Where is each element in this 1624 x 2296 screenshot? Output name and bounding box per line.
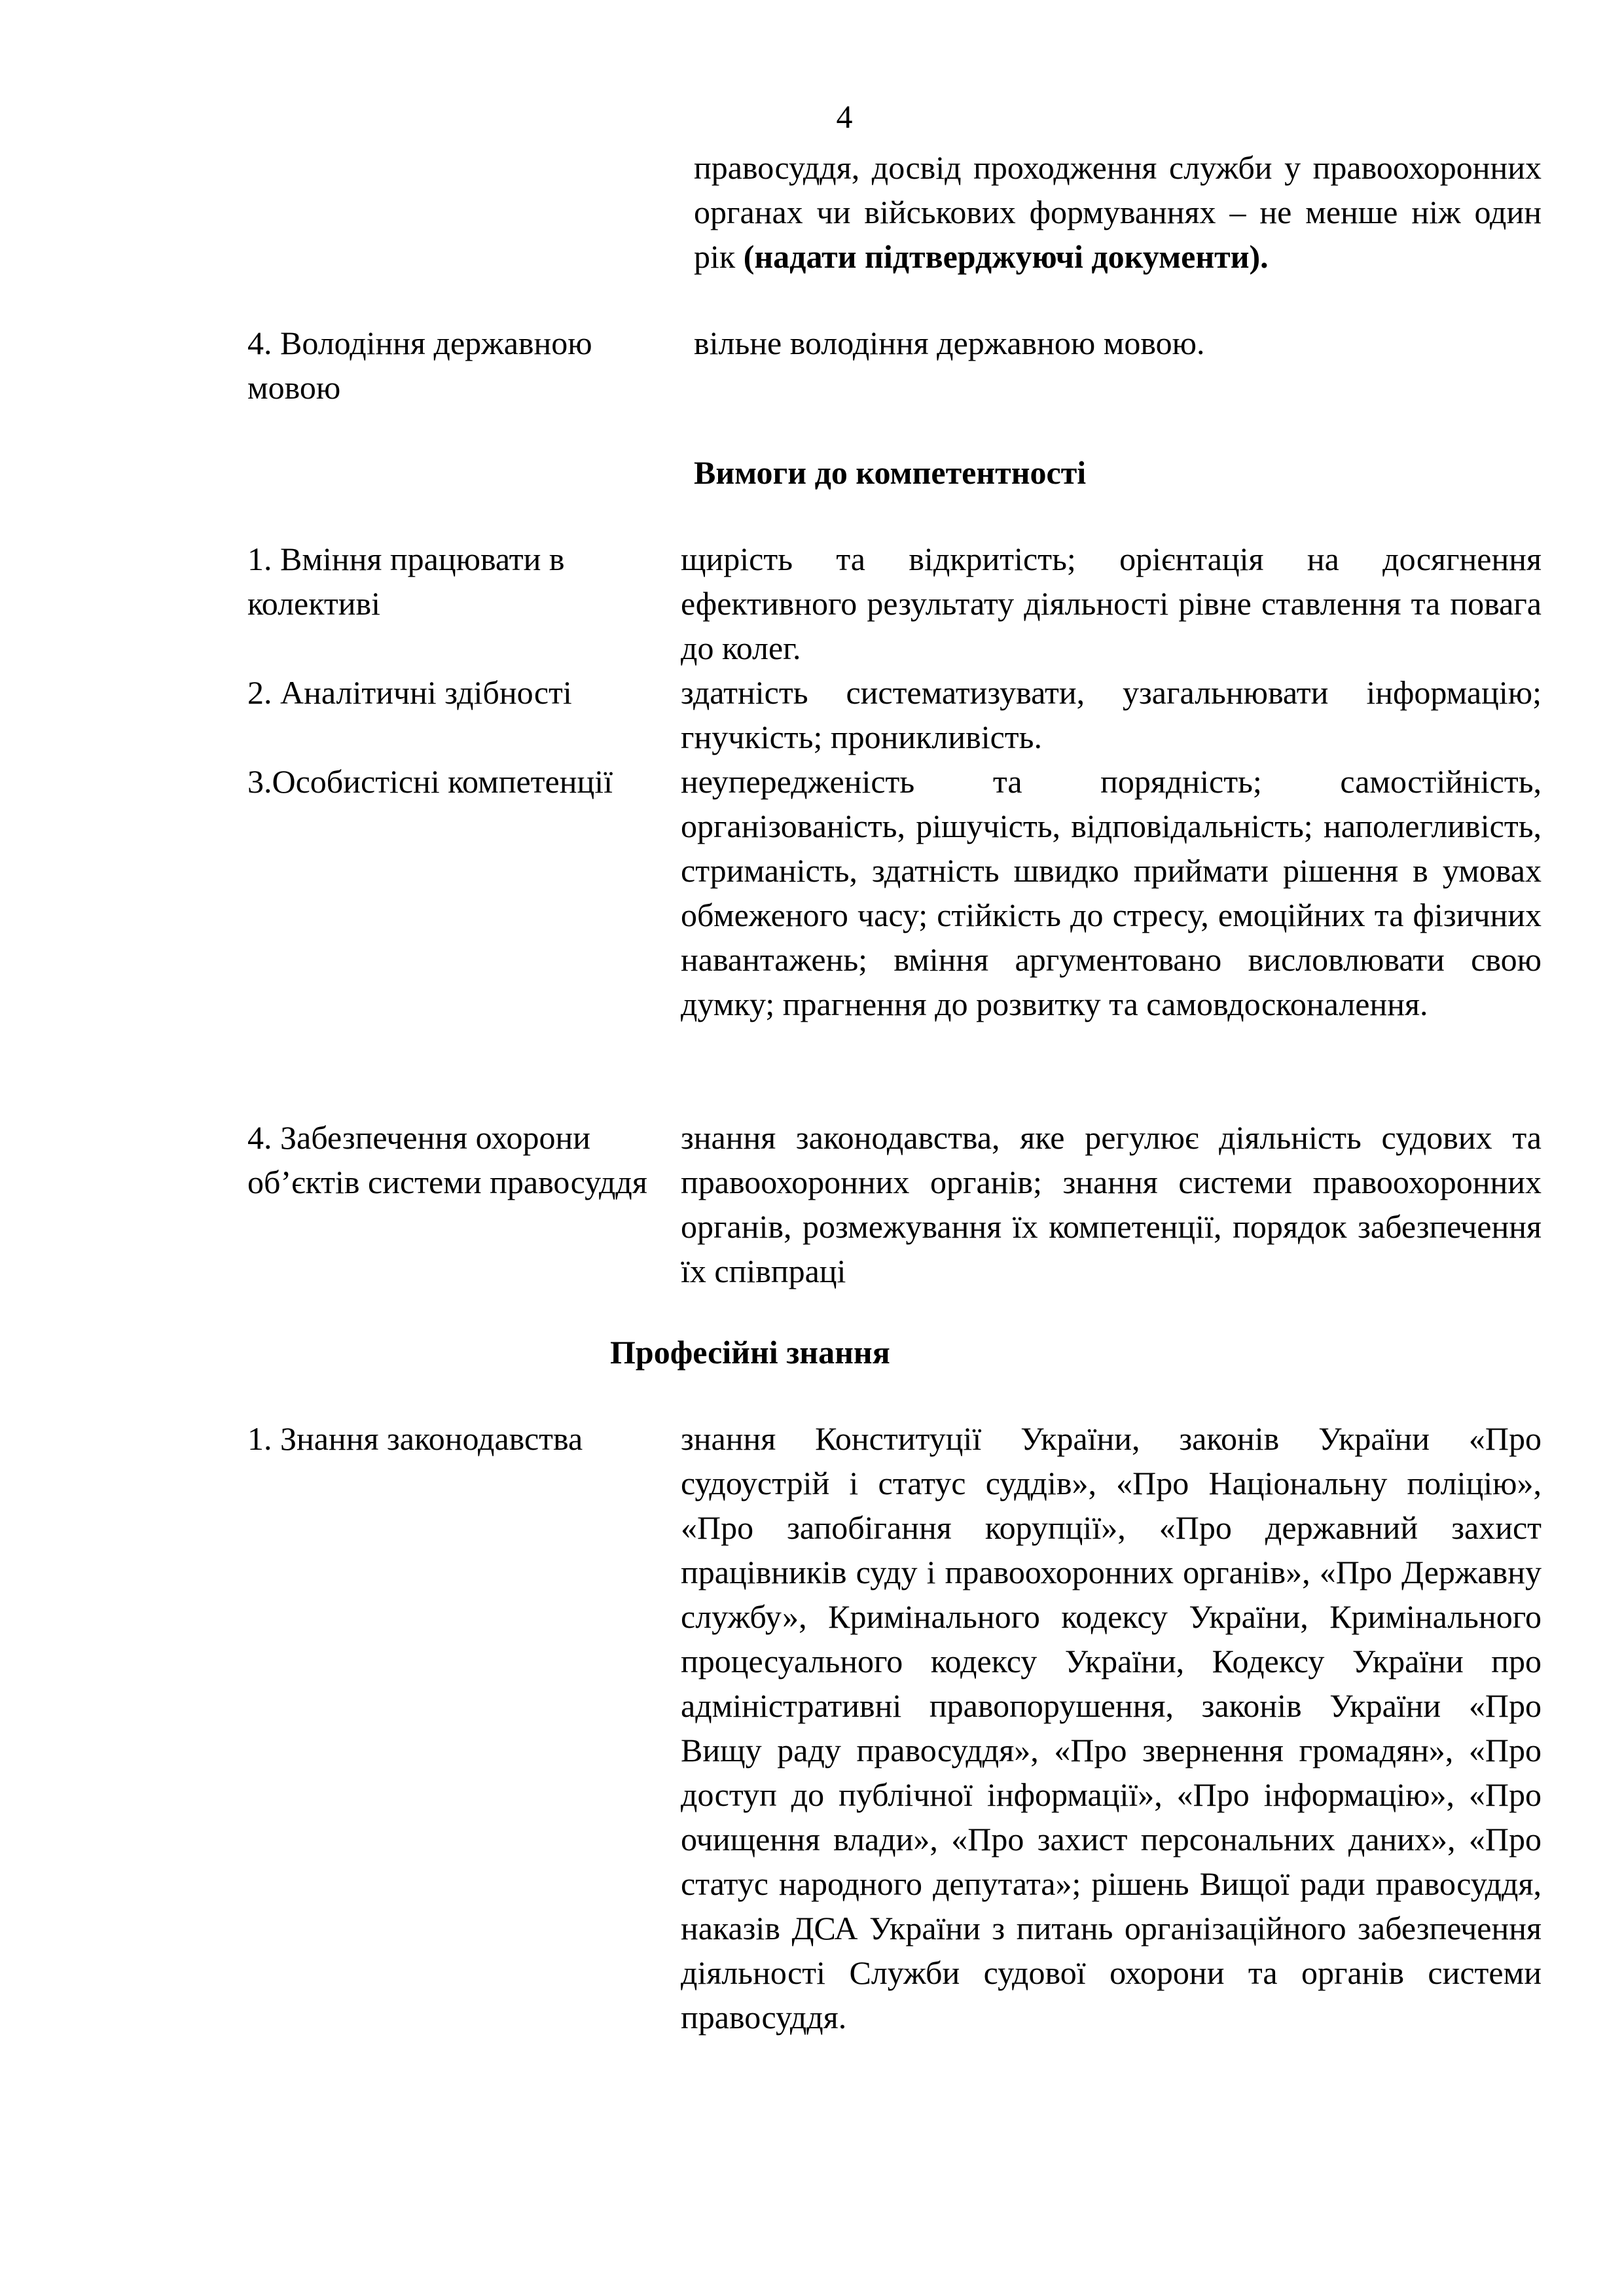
language-label: 4. Володіння державною мовою [247, 325, 592, 406]
language-value: вільне володіння державною мовою. [694, 325, 1205, 361]
experience-continuation [694, 145, 1542, 279]
competence-value-teamwork: щирість та відкритість; орієнтація на досягнення ефективного результату діяльності рівне ставлення та повага до колег. [681, 541, 1542, 666]
experience-continuation-text: правосуддя, досвід проходження служби у правоохоронних органах чи військових формуваннях – не менше ніж один рік [694, 149, 1542, 275]
knowledge-heading: Професійні знання [610, 1334, 890, 1371]
competence-label-analytical: 2. Аналітичні здібності [247, 674, 572, 711]
competence-label-personal: 3.Особистісні компетенції [247, 763, 613, 800]
competence-value-security: знання законодавства, яке регулює діяльність судових та правоохоронних органів; знання системи правоохоронних органів, розмежування їх компетенції, порядок забезпечення їх співпраці [681, 1119, 1542, 1289]
knowledge-label-legislation: 1. Знання законодавства [247, 1420, 583, 1457]
page-number: 4 [836, 98, 853, 135]
competence-value-personal: неупередженість та порядність; самостійність, організованість, рішучість, відповідальність; наполегливість, стриманість, здатність швидко приймати рішення в умовах обмеженого часу; стійкість до стресу, емоційних та фізичних навантажень; вміння аргументовано висловлювати свою думку; прагнення до розвитку та самовдосконалення. [681, 763, 1542, 1022]
knowledge-value-legislation: знання Конституції України, законів України «Про судоустрій і статус суддів», «Про Національну поліцію», «Про запобігання корупції», «Про державний захист працівників суду і правоохоронних органів», «Про Державну службу», Кримінального кодексу України, Кримінального процесуального кодексу України, Кодексу України про адміністративні правопорушення, законів України «Про Вищу раду правосуддя», «Про звернення громадян», «Про доступ до публічної інформації», «Про інформацію», «Про очищення влади», «Про захист персональних даних», «Про статус народного депутата»; рішень Вищої ради правосуддя, наказів ДСА України з питань організаційного забезпечення діяльності Служби судової охорони та органів системи правосуддя. [681, 1420, 1542, 2036]
competence-value-analytical: здатність систематизувати, узагальнювати інформацію; гнучкість; проникливість. [681, 674, 1542, 755]
experience-continuation-bold: (надати підтверджуючі документи). [743, 238, 1269, 275]
competence-label-security: 4. Забезпечення охорони об’єктів системи правосуддя [247, 1119, 647, 1200]
competence-label-teamwork: 1. Вміння працювати в колективі [247, 541, 565, 622]
competence-heading: Вимоги до компетентності [694, 454, 1087, 491]
